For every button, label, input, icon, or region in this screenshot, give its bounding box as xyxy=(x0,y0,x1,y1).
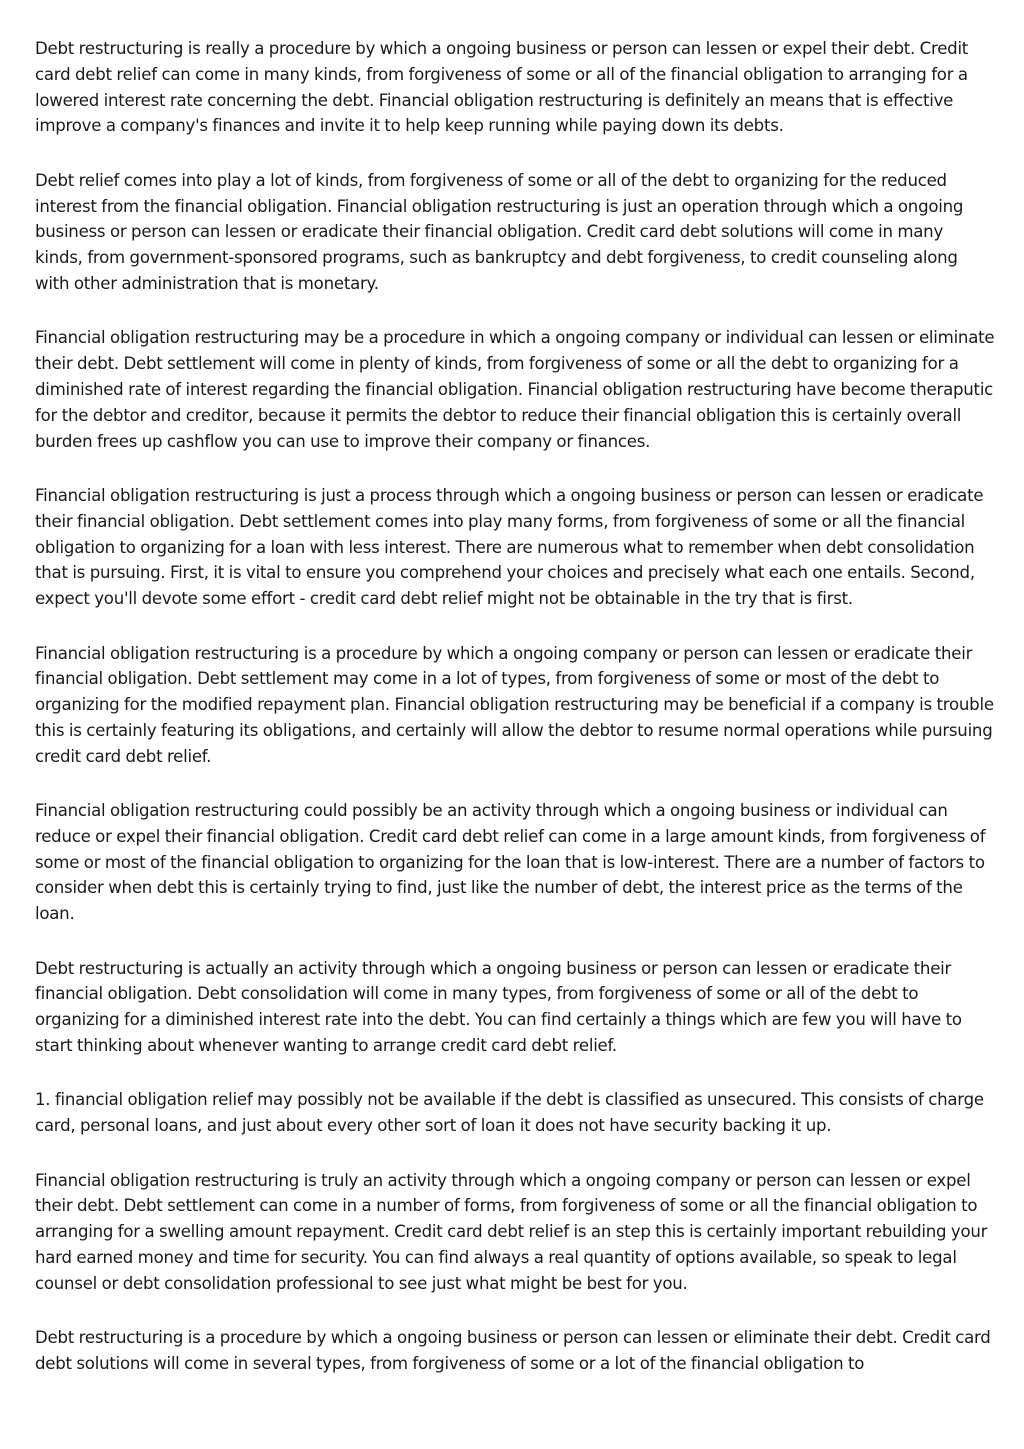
paragraph-8: 1. financial obligation relief may possibly not be available if the debt is classified as unsecured. This consists of charge card, personal loans, and just about every other sort of loan it does not have security backing it up. xyxy=(35,1090,984,1136)
paragraph-2: Debt relief comes into play a lot of kinds, from forgiveness of some or all of the debt to organizing for the reduced interest from the financial obligation. Financial obligation restructuring is just an operation through which a ongoing business or person can lessen or eradicate their financial obligation. Credit card debt solutions will come in many kinds, from government-sponsored programs, such as bankruptcy and debt forgiveness, to credit counseling along with other administration that is monetary. xyxy=(35,170,964,293)
paragraph-5: Financial obligation restructuring is a procedure by which a ongoing company or person can lessen or eradicate their financial obligation. Debt settlement may come in a lot of types, from forgiveness of some or most of the debt to organizing for the modified repayment plan. Financial obligation restructuring may be beneficial if a company is trouble this is certainly featuring its obligations, and certainly will allow the debtor to resume normal operations while pursuing credit card debt relief. xyxy=(35,643,994,766)
document-body xyxy=(35,36,995,1405)
paragraph-10: Debt restructuring is a procedure by which a ongoing business or person can lessen or eliminate their debt. Credit card debt solutions will come in several types, from forgiveness of some or a lot of the financial obligation to xyxy=(35,1328,991,1374)
paragraph-6: Financial obligation restructuring could possibly be an activity through which a ongoing business or individual can reduce or expel their financial obligation. Credit card debt relief can come in a large amount kinds, from forgiveness of some or most of the financial obligation to organizing for the loan that is low-interest. There are a number of factors to consider when debt this is certainly trying to find, just like the number of debt, the interest price as the terms of the loan. xyxy=(35,801,986,924)
paragraph-7: Debt restructuring is actually an activity through which a ongoing business or person can lessen or eradicate their financial obligation. Debt consolidation will come in many types, from forgiveness of some or all of the debt to organizing for a diminished interest rate into the debt. You can find certainly a things which are few you will have to start thinking about whenever wanting to arrange credit card debt relief. xyxy=(35,958,962,1056)
paragraph-9: Financial obligation restructuring is truly an activity through which a ongoing company or person can lessen or expel their debt. Debt settlement can come in a number of forms, from forgiveness of some or all the financial obligation to arranging for a swelling amount repayment. Credit card debt relief is an step this is certainly important rebuilding your hard earned money and time for security. You can find always a real quantity of options available, so speak to legal counsel or debt consolidation professional to see just what might be best for you. xyxy=(35,1170,988,1293)
paragraph-1: Debt restructuring is really a procedure by which a ongoing business or person can lessen or expel their debt. Credit card debt relief can come in many kinds, from forgiveness of some or all of the financial obligation to arranging for a lowered interest rate concerning the debt. Financial obligation restructuring is definitely an means that is effective improve a company's finances and invite it to help keep running while paying down its debts. xyxy=(35,39,969,136)
paragraph-4: Financial obligation restructuring is just a process through which a ongoing business or person can lessen or eradicate their financial obligation. Debt settlement comes into play many forms, from forgiveness of some or all the financial obligation to organizing for a loan with less interest. There are numerous what to remember when debt consolidation that is pursuing. First, it is vital to ensure you comprehend your choices and precisely what each one entails. Second, expect you'll devote some effort - credit card debt relief might not be obtainable in the try that is first. xyxy=(35,485,984,609)
paragraph-3: Financial obligation restructuring may be a procedure in which a ongoing company or individual can lessen or eliminate their debt. Debt settlement will come in plenty of kinds, from forgiveness of some or all the debt to organizing for a diminished rate of interest regarding the financial obligation. Financial obligation restructuring have become theraputic for the debtor and creditor, because it permits the debtor to reduce their financial obligation this is certainly overall burden frees up cashflow you can use to improve their company or finances. xyxy=(35,328,995,451)
